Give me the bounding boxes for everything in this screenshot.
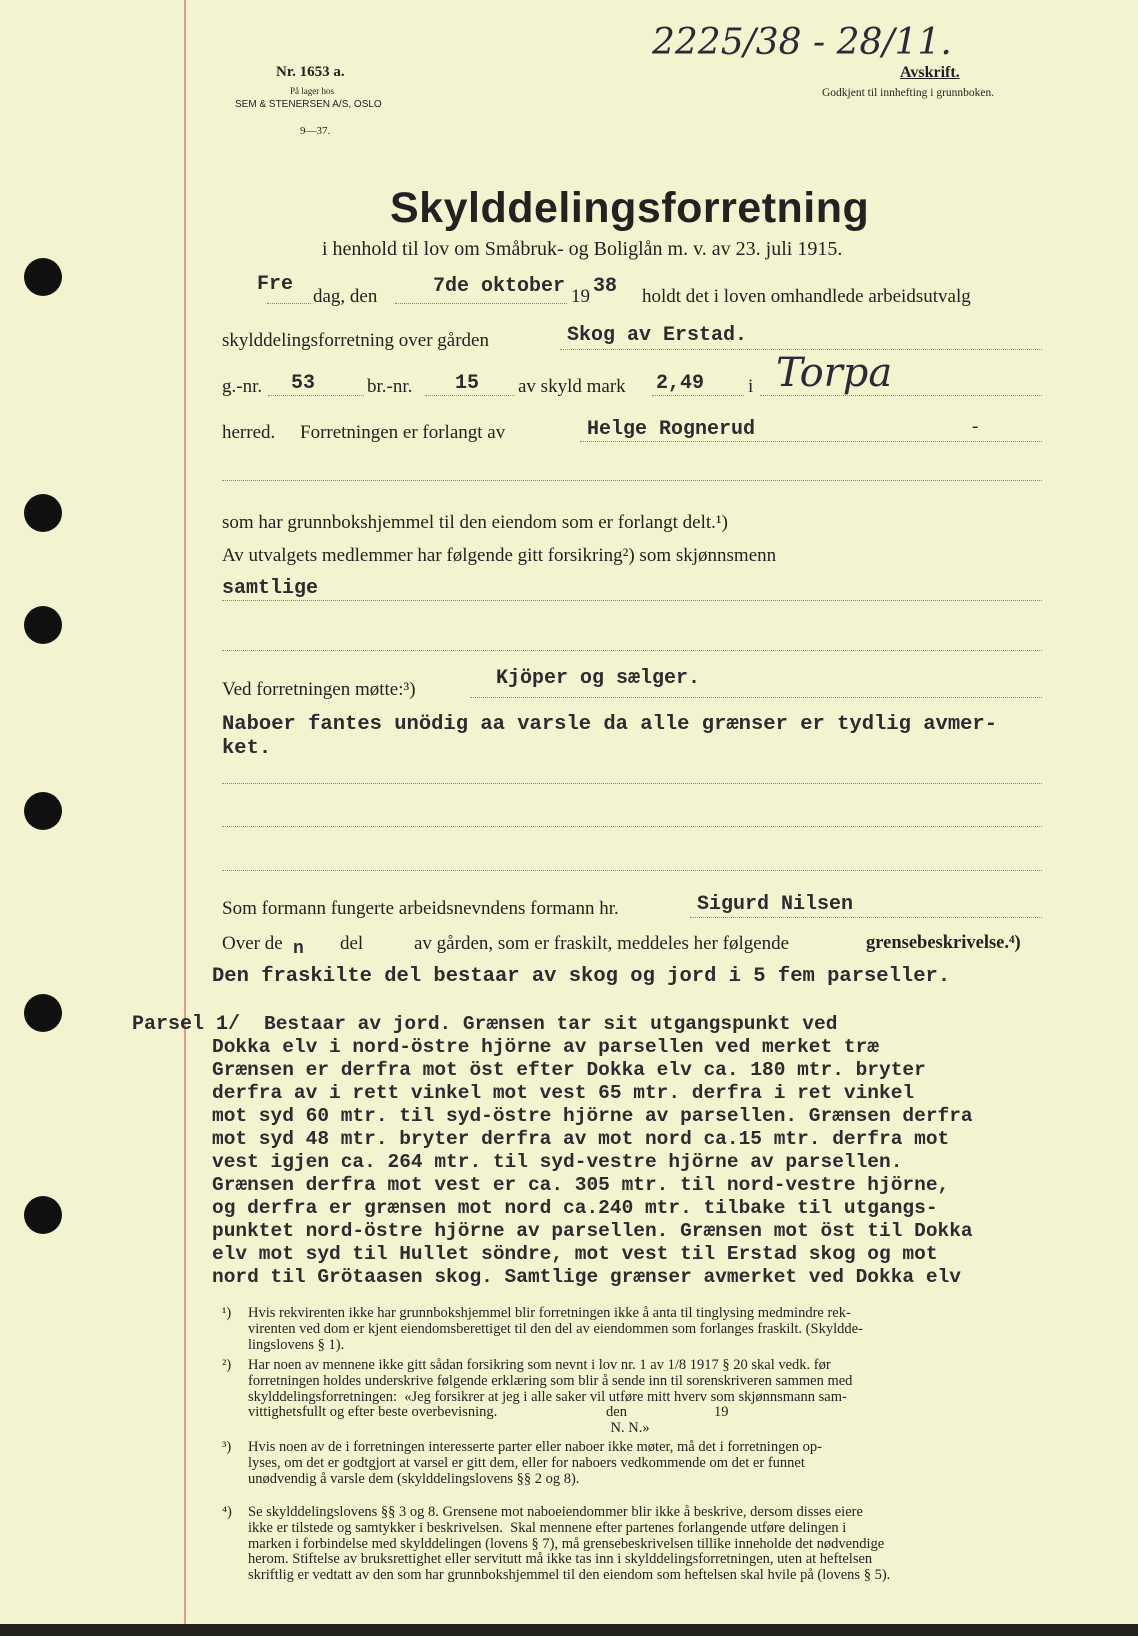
parcel-line: derfra av i rett vinkel mot vest 65 mtr. derfra i ret vinkel (212, 1082, 915, 1104)
footnote-line: lingslovens § 1). (248, 1336, 345, 1353)
binder-hole (24, 258, 62, 296)
footnote-line: Hvis rekvirenten ikke har grunnbokshjemmel blir forretningen ikke å anta til tinglysing medmindre rek- (248, 1305, 851, 1321)
year-value: 38 (593, 275, 618, 298)
fill-line (222, 480, 1042, 481)
binder-hole (24, 994, 62, 1032)
requested-label: Forretningen er forlangt av (300, 422, 506, 443)
parcel-line: Dokka elv i nord-östre hjörne av parsellen ved merket træ (212, 1036, 880, 1058)
bnr-label: br.-nr. (367, 376, 413, 397)
publisher-line: På lager hos (290, 86, 334, 96)
herred-handwritten: Torpa (776, 350, 893, 396)
form-date: 9—37. (300, 125, 331, 137)
footnote-line: Har noen av mennene ikke gitt sådan forsikring som nevnt i lov nr. 1 av 1/8 1917 § 20 skal vedk. før (248, 1357, 831, 1373)
attended-value: Kjöper og sælger. (496, 667, 701, 690)
parcel-line: Bestaar av jord. Grænsen tar sit utgangspunkt ved (264, 1013, 838, 1035)
gnr-label: g.-nr. (222, 376, 263, 397)
footnote-line: marken i forbindelse med skylddelingen (lovens § 7), må grensebeskrivelsen tillike inneholde det nødvendige (248, 1535, 885, 1552)
footnote-number: ²) (222, 1357, 232, 1373)
herred-label: herred. (222, 422, 276, 443)
skyld-value: 2,49 (656, 372, 705, 395)
farm-value: Skog av Erstad. (567, 324, 748, 347)
members-label: Av utvalgets medlemmer har følgende gitt forsikring²) som skjønnsmenn (222, 545, 777, 566)
fill-line (222, 826, 1042, 827)
approval-note: Godkjent til innhefting i grunnboken. (822, 87, 995, 99)
fill-line (560, 349, 1042, 350)
binder-hole (24, 792, 62, 830)
parcel-line: og derfra er grænsen mot nord ca.240 mtr. tilbake til utgangs- (212, 1197, 938, 1219)
bnr-value: 15 (455, 372, 480, 395)
parcel-line: Grænsen derfra mot vest er ca. 305 mtr. til nord-vestre hjörne, (212, 1174, 950, 1196)
parcel-intro: Den fraskilte del bestaar av skog og jord i 5 fem parseller. (212, 965, 951, 988)
parcel-line: mot syd 48 mtr. bryter derfra av mot nord ca.15 mtr. derfra mot (212, 1128, 950, 1150)
binder-hole (24, 1196, 62, 1234)
footnote-line: vittighetsfullt og efter beste overbevisning. den 19 (248, 1404, 729, 1421)
fill-line (425, 395, 515, 396)
date-value: 7de oktober (433, 275, 566, 298)
footnote-number: ¹) (222, 1305, 232, 1321)
footnote-line: Se skylddelingslovens §§ 3 og 8. Grensene mot naboeiendommer blir ikke å beskrive, dersom disses eiere (248, 1504, 863, 1520)
fill-line (652, 395, 744, 396)
requested-by-value: Helge Rognerud (587, 418, 756, 441)
footnote-number: ⁴) (222, 1504, 232, 1520)
footnote-line: skylddelingsforretningen: «Jeg forsikrer at jeg i alle saker vil utføre mitt hverv som skjønnsmann sam- (248, 1388, 847, 1405)
footnote-line: herom. Stiftelse av bruksrettighet eller servitutt må ikke tas inn i skylddelingsforretningen, uten at heftelsen (248, 1551, 873, 1568)
weekday-value: Fre (257, 273, 294, 296)
parcel-line: elv mot syd til Hullet söndre, mot vest til Erstad skog og mot (212, 1243, 938, 1265)
document-title: Skylddelingsforretning (390, 184, 870, 232)
scan-edge (0, 1624, 1138, 1636)
footnote-line: unødvendig å varsle dem (skylddelingslovens §§ 2 og 8). (248, 1470, 580, 1487)
binder-hole (24, 494, 62, 532)
parcel-label: Parsel 1/ (132, 1013, 241, 1036)
chair-value: Sigurd Nilsen (697, 893, 854, 916)
members-value: samtlige (222, 577, 319, 600)
fill-line (580, 441, 1042, 442)
footnote-line: ikke er tilstede og samtykker i beskrivelsen. Skal mennene efter partenes forlangende utføre delingen i (248, 1519, 847, 1536)
parcel-line: punktet nord-östre hjörne av parsellen. Grænsen mot öst til Dokka (212, 1220, 973, 1242)
boundary-label: grensebeskrivelse.⁴) (866, 933, 1021, 953)
footnote-number: ³) (222, 1439, 232, 1455)
over-de-suffix: n (293, 939, 304, 959)
i-label: i (748, 376, 754, 397)
gnr-value: 53 (291, 372, 316, 395)
skyld-label: av skyld mark (518, 376, 626, 397)
attended-label: Ved forretningen møtte:³) (222, 679, 416, 700)
chair-label: Som formann fungerte arbeidsnevndens formann hr. (222, 898, 619, 919)
fill-line (268, 395, 364, 396)
del-label: del (340, 933, 364, 954)
document-subtitle: i henhold til lov om Småbruk- og Boliglån m. v. av 23. juli 1915. (322, 238, 843, 260)
neighbours-line-2: ket. (222, 737, 272, 760)
footnote-line: lyses, om det er godtgjort at varsel er gitt dem, eller for naboers vedkommende om det er funnet (248, 1454, 805, 1471)
fill-line (267, 303, 311, 304)
form-number: Nr. 1653 a. (276, 64, 345, 80)
margin-line (184, 0, 186, 1624)
fill-line (690, 917, 1042, 918)
footnote-line: skriftlig er vedtatt av den som har grunnbokshjemmel til den eiendom som heftelsen skal hvile på (lovens § 5). (248, 1567, 891, 1584)
requested-dash: - (972, 416, 979, 437)
fill-line (222, 650, 1042, 651)
parcel-line: vest igjen ca. 264 mtr. til syd-vestre hjörne av parsellen. (212, 1151, 903, 1173)
fill-line (395, 303, 567, 304)
binder-hole (24, 606, 62, 644)
held-label: holdt det i loven omhandlede arbeidsutvalg (642, 286, 971, 307)
over-de-label: Over de (222, 933, 283, 954)
footnote-line: N. N.» (248, 1420, 650, 1437)
handwritten-reference: 2225/38 - 28/11. (652, 22, 952, 63)
farm-label: skylddelingsforretning over gården (222, 330, 489, 351)
footnote-line: Hvis noen av de i forretningen interesserte parter eller naboer ikke møter, må det i forretningen op- (248, 1439, 822, 1455)
dag-label: dag, den (313, 286, 378, 307)
copy-label: Avskrift. (900, 64, 960, 81)
fill-line (222, 870, 1042, 871)
neighbours-line-1: Naboer fantes unödig aa varsle da alle grænser er tydlig avmer- (222, 713, 998, 736)
publisher-name: SEM & STENERSEN A/S, OSLO (235, 99, 382, 110)
parcel-line: mot syd 60 mtr. til syd-östre hjörne av parsellen. Grænsen derfra (212, 1105, 973, 1127)
parcel-line: Grænsen er derfra mot öst efter Dokka elv ca. 180 mtr. bryter (212, 1059, 926, 1081)
parcel-line: nord til Grötaasen skog. Samtlige grænser avmerket ved Dokka elv (212, 1266, 961, 1288)
section-label: av gården, som er fraskilt, meddeles her følgende (414, 933, 790, 954)
year-prefix: 19 (571, 286, 590, 307)
hjemmel-label: som har grunnbokshjemmel til den eiendom som er forlangt delt.¹) (222, 512, 728, 533)
footnote-line: forretningen holdes underskrive følgende erklæring som blir å sende inn til sorenskriveren sammen med (248, 1372, 853, 1389)
footnote-line: virenten ved dom er kjent eiendomsberettiget til den del av eiendommen som forlanges fraskilt. (Skyldde- (248, 1320, 863, 1337)
fill-line (222, 600, 1042, 601)
fill-line (222, 783, 1042, 784)
fill-line (760, 395, 1042, 396)
fill-line (470, 697, 1042, 698)
